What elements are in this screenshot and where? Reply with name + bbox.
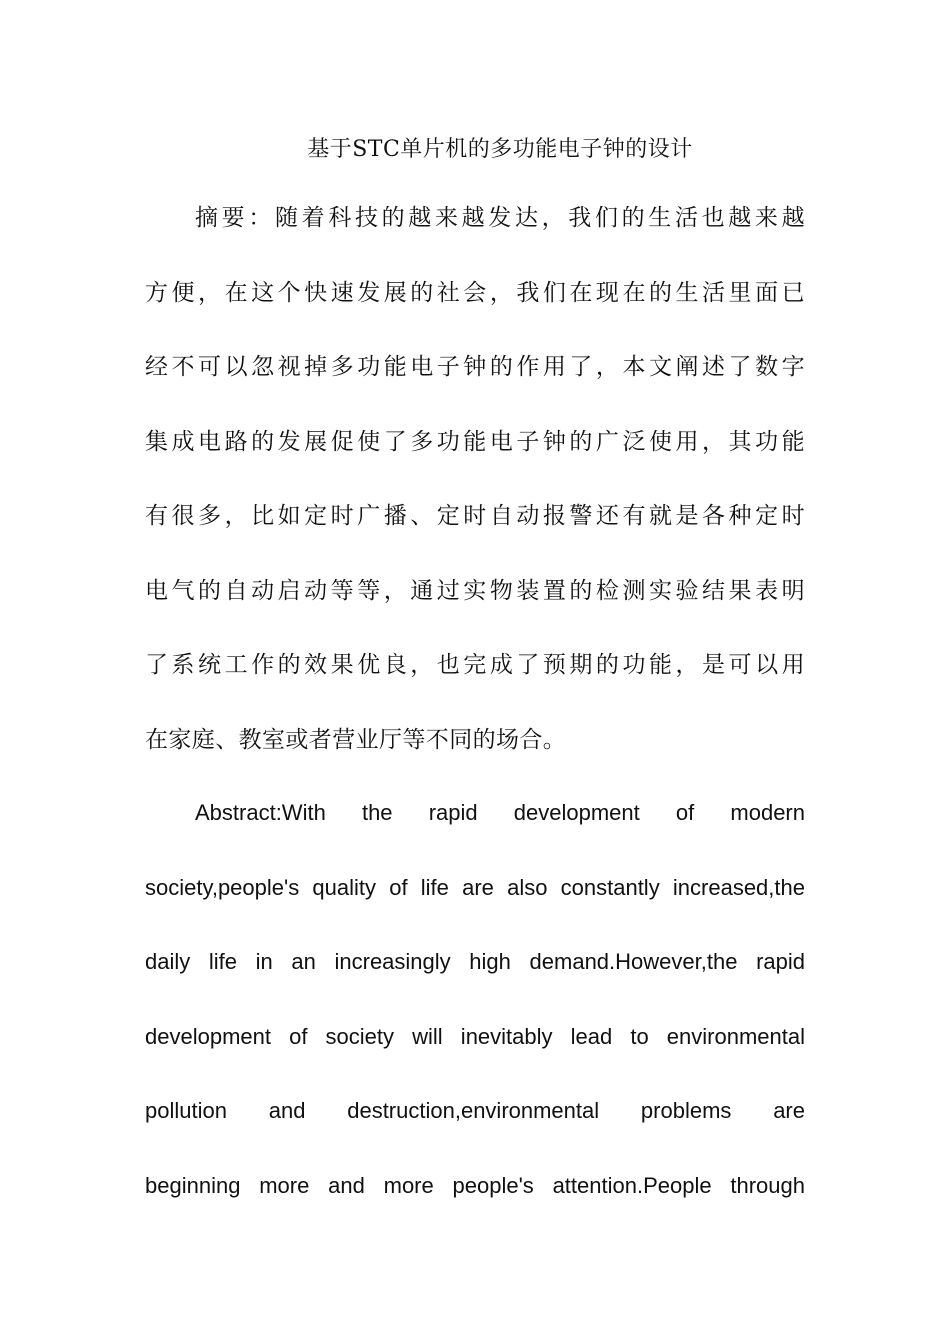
abstract-en-line: society,people's quality of life are also constantly increased,the [145,874,805,900]
abstract-zh-line: 有很多，比如定时广播、定时自动报警还有就是各种定时 [145,503,805,529]
abstract-en-line: development of society will inevitably lead to environmental [145,1023,805,1049]
abstract-zh-line: 了系统工作的效果优良，也完成了预期的功能，是可以用 [145,652,805,678]
abstract-en-line: daily life in an increasingly high demand.However,the rapid [145,949,805,974]
abstract-en [145,794,805,1241]
abstract-zh-line: 摘要：随着科技的越来越发达，我们的生活也越来越 [195,205,805,231]
abstract-en-line: Abstract:With the rapid development of modern [195,800,805,825]
abstract-zh-line: 经不可以忽视掉多功能电子钟的作用了，本文阐述了数字 [145,354,805,380]
document-title: 基于STC单片机的多功能电子钟的设计 [307,137,693,162]
abstract-zh-line: 在家庭、教室或者营业厅等不同的场合。 [145,726,567,753]
abstract-zh [145,198,805,794]
abstract-en-line: beginning more and more people's attention.People through [145,1172,805,1198]
abstract-zh-line: 电气的自动启动等等，通过实物装置的检测实验结果表明 [145,577,805,604]
abstract-section [145,198,805,1241]
abstract-zh-line: 集成电路的发展促使了多功能电子钟的广泛使用，其功能 [145,428,805,455]
abstract-zh-line: 方便，在这个快速发展的社会，我们在现在的生活里面已 [145,279,805,306]
abstract-en-line: pollution and destruction,environmental problems are [145,1098,805,1123]
